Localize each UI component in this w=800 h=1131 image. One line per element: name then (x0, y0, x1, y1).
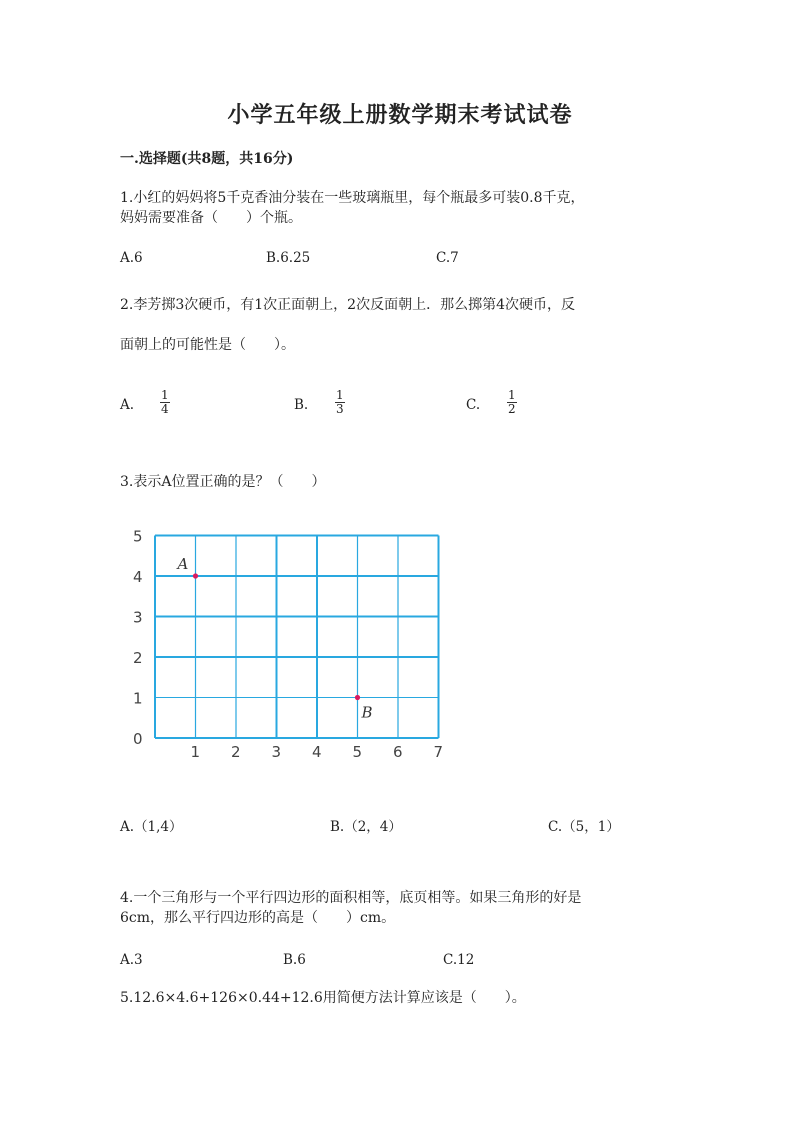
y-tick-label: 2 (133, 649, 143, 667)
point-b-label: B (361, 703, 373, 722)
question-4-line-1: 4.一个三角形与一个平行四边形的面积相等，底页相等。如果三角形的好是 (120, 890, 582, 906)
x-tick-label: 7 (433, 743, 444, 761)
y-tick-label: 4 (133, 568, 143, 586)
x-tick-label: 3 (271, 743, 282, 761)
coordinate-grid-figure (120, 520, 460, 770)
q2-option-c-label: C. (466, 397, 481, 413)
fraction-numerator: 1 (161, 388, 169, 402)
question-5: 5.12.6×4.6+126×0.44+12.6用简便方法计算应该是（ ）。 (120, 990, 526, 1006)
y-tick-label: 3 (133, 608, 143, 627)
q1-option-c: C.7 (436, 250, 459, 266)
q4-option-b: B.6 (283, 952, 306, 968)
y-tick-label: 5 (133, 527, 143, 546)
x-tick-label: 1 (190, 743, 201, 761)
q2-option-a-fraction (160, 389, 170, 416)
point-a-marker (193, 573, 198, 578)
q3-option-a: A.（1,4） (120, 819, 183, 835)
x-tick-label: 4 (312, 743, 322, 761)
fraction-denominator: 2 (508, 402, 516, 416)
question-3: 3.表示A位置正确的是？（ ） (120, 474, 326, 490)
q2-option-c-fraction (507, 389, 517, 416)
q2-option-a-label: A. (120, 397, 135, 413)
q2-option-b-fraction (335, 389, 345, 416)
point-a-label: A (177, 555, 189, 573)
x-tick-label: 6 (393, 743, 403, 761)
q4-option-a: A.3 (120, 952, 143, 968)
q1-option-b: B.6.25 (266, 250, 311, 266)
question-1-line-2: 妈妈需要准备（ ）个瓶。 (120, 210, 302, 226)
q4-option-c: C.12 (443, 952, 475, 968)
question-2-line-2: 面朝上的可能性是（ ）。 (120, 337, 295, 353)
origin-label: 0 (133, 730, 143, 748)
question-2-line-1: 2.李芳掷3次硬币，有1次正面朝上，2次反面朝上．那么掷第4次硬币，反 (120, 297, 575, 313)
fraction-denominator: 4 (161, 402, 169, 416)
fraction-numerator: 1 (508, 388, 516, 402)
q2-option-b-label: B. (294, 397, 309, 413)
point-b-marker (355, 695, 360, 700)
question-1-line-1: 1.小红的妈妈将5千克香油分装在一些玻璃瓶里，每个瓶最多可装0.8千克， (120, 190, 585, 206)
question-4-line-2: 6cm，那么平行四边形的高是（ ）cm。 (120, 910, 396, 926)
question-2 (120, 285, 680, 365)
question-1 (120, 188, 680, 228)
q3-option-b: B.（2，4） (330, 819, 402, 835)
question-4 (120, 888, 680, 928)
page-title: 小学五年级上册数学期末考试试卷 (227, 102, 573, 128)
y-tick-label: 1 (133, 689, 143, 708)
fraction-denominator: 3 (336, 402, 344, 416)
x-tick-label: 5 (352, 743, 363, 761)
fraction-numerator: 1 (336, 388, 344, 402)
q1-option-a: A.6 (120, 250, 143, 266)
x-tick-label: 2 (231, 743, 241, 761)
section-heading: 一.选择题(共8题，共16分) (120, 151, 294, 167)
q3-option-c: C.（5，1） (548, 819, 620, 835)
